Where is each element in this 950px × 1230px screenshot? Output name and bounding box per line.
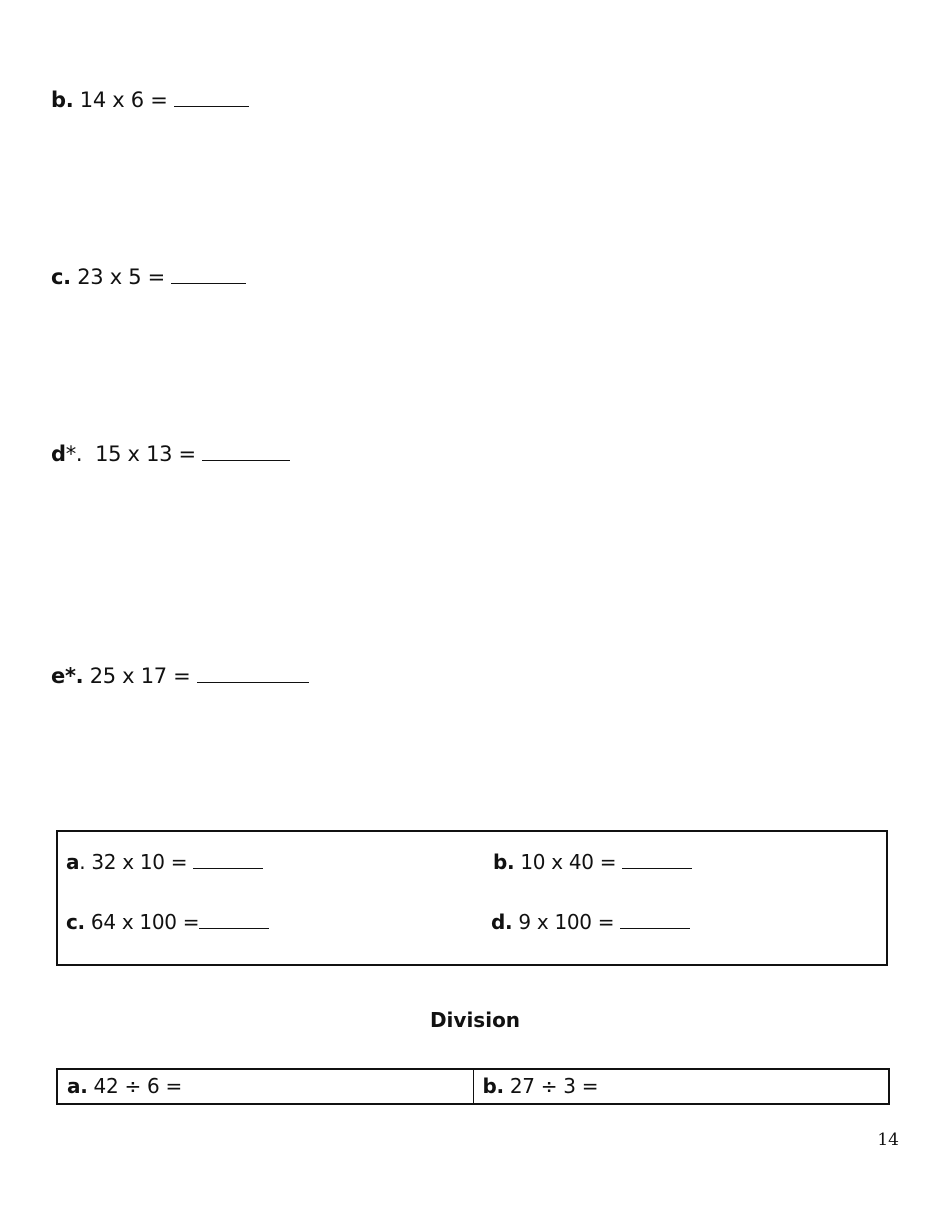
problem-expression: 32 x 10 = — [85, 850, 194, 874]
problem-label-suffix: . — [79, 850, 86, 874]
problem-expression: 42 ÷ 6 = — [87, 1074, 182, 1098]
answer-blank[interactable] — [620, 910, 690, 929]
problem-label: c. — [51, 265, 71, 289]
problem-label: a — [66, 850, 80, 874]
problem-label: a. — [67, 1074, 88, 1098]
problem-c — [51, 265, 246, 289]
division-heading: Division — [429, 1008, 521, 1032]
box-problem-a — [66, 850, 263, 874]
problem-expression: 23 x 5 = — [70, 265, 172, 289]
problem-expression: 10 x 40 = — [514, 850, 623, 874]
problem-label: b. — [482, 1074, 504, 1098]
problem-label: b. — [493, 850, 515, 874]
answer-blank[interactable] — [171, 265, 246, 284]
box-problem-c — [66, 910, 269, 934]
problem-expression: 64 x 100 = — [84, 910, 200, 934]
answer-blank[interactable] — [622, 850, 692, 869]
problem-label: e*. — [51, 664, 84, 688]
box-problem-d — [491, 910, 690, 934]
powers-of-ten-box — [56, 830, 888, 966]
problem-label-suffix: *. — [65, 442, 83, 466]
page-number: 14 — [877, 1130, 899, 1150]
division-table — [56, 1068, 890, 1105]
problem-d — [51, 442, 290, 466]
answer-blank[interactable] — [174, 88, 249, 107]
problem-expression: 27 ÷ 3 = — [503, 1074, 599, 1098]
box-problem-b — [493, 850, 692, 874]
problem-expression: 14 x 6 = — [73, 88, 174, 112]
problem-expression: 9 x 100 = — [512, 910, 621, 934]
problem-label: d — [51, 442, 66, 466]
answer-blank[interactable] — [199, 910, 269, 929]
answer-blank[interactable] — [197, 664, 309, 683]
problem-e — [51, 664, 309, 688]
problem-b — [51, 88, 249, 112]
division-problem-a — [58, 1070, 473, 1103]
answer-blank[interactable] — [193, 850, 263, 869]
problem-label: d. — [491, 910, 513, 934]
problem-expression: 25 x 17 = — [83, 664, 197, 688]
answer-blank[interactable] — [202, 442, 290, 461]
problem-label: c. — [66, 910, 85, 934]
problem-expression: 15 x 13 = — [82, 442, 203, 466]
problem-label: b. — [51, 88, 74, 112]
division-problem-b — [473, 1070, 889, 1103]
